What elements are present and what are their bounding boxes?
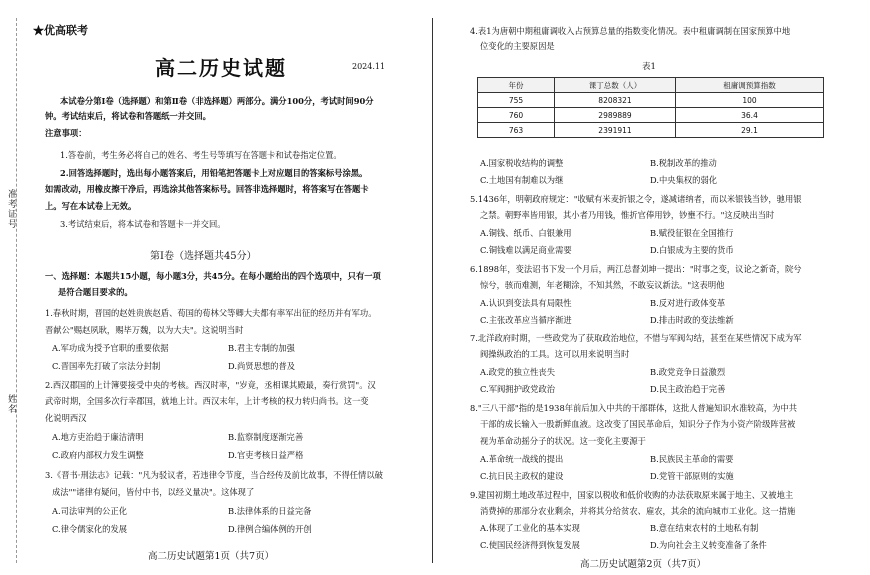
question-stem: 8."三八干部"指的是1938年前后加入中共的干部群体，这批人普遍知识水准较高，为中共 [470,403,798,413]
question-stem: 消费掉的那部分农业剩余，并将其分给贫农、雇农，其余的流向城市工业化。这一措施 [480,506,796,516]
table-cell: 763 [478,123,555,138]
option-b[interactable]: B.君主专制的加强 [228,343,295,353]
exam-number-label: 准考证号 [8,190,18,230]
option-c[interactable]: C.军阀拥护政党政治 [480,384,556,394]
option-b[interactable]: B.民族民主革命的需要 [650,454,734,464]
table-cell: 760 [478,108,555,123]
question-stem: 2.西汉郡国的上计簿要接受中央的考核。西汉时率，"岁竟，丞相课其殿最，奏行赏罚"。汉 [45,380,376,390]
option-b[interactable]: B.税制改革的推动 [650,158,717,168]
question-stem: 5.1436年，明朝政府规定："收赋有米麦折银之令，遂减诸纳者，而以米银钱当钞，驰用银 [470,194,802,204]
option-b[interactable]: B.监察制度逐渐完善 [228,432,304,442]
question-stem: 视为革命动摇分子的状况。这一变化主要源于 [480,436,646,446]
option-a[interactable]: A.地方吏治趋于廉洁清明 [52,432,144,442]
intro-line: 2.回答选择题时，选出每小题答案后，用铅笔把答题卡上对应题目的答案标号涂黑。 [60,168,368,178]
intro-line: 3.考试结束后，将本试卷和答题卡一并交回。 [60,219,226,229]
option-a[interactable]: A.政党的独立性丧失 [480,367,556,377]
question-stem: 晋献公"赐赵夙耿，赐毕万魏，以为大夫"。这说明当时 [45,325,244,335]
part-intro-line: 是符合题目要求的。 [58,287,133,297]
question-stem: 6.1898年，变法诏书下发一个月后，两江总督刘坤一提出："时事之变，议论之新奇，院兮 [470,264,802,274]
brand-logo-text: ★优高联考 [33,24,88,37]
option-b[interactable]: B.政党竞争日益激烈 [650,367,726,377]
intro-line: 如需改动，用橡皮擦干净后，再选涂其他答案标号。回答非选择题时，将答案写在答题卡 [45,184,369,194]
binding-line [16,18,17,563]
table-cell: 2989889 [555,108,676,123]
option-a[interactable]: A.体现了工业化的基本实现 [480,523,580,533]
option-b[interactable]: B.反对进行政体变革 [650,298,726,308]
table-cell: 755 [478,93,555,108]
question-stem: 9.建国初期土地改革过程中，国家以税收和低价收购的办法获取原来属于地主、又被地主 [470,490,794,500]
question-stem: 干部的成长输入一股新鲜血液。这改变了国民革命后，知识分子作为小资产阶级阵营被 [480,419,796,429]
table-header-cell: 年份 [478,78,555,93]
table-header-cell: 租庸调预算指数 [676,78,824,93]
option-a[interactable]: A.国家税收结构的调整 [480,158,564,168]
option-d[interactable]: D.党管干部原则的实施 [650,471,734,481]
exam-date: 2024.11 [352,62,386,71]
data-table [477,77,824,138]
option-a[interactable]: A.认识到变法具有局限性 [480,298,572,308]
question-stem: 3.《晋书·刑法志》记载："凡为驳议者，若违律令节度，当合经传及前比故事，不得任情以破 [45,470,383,480]
table-row [478,108,824,123]
page-divider [432,18,433,563]
option-d[interactable]: D.尚贤思想的普及 [228,361,296,371]
option-a[interactable]: A.革命统一战线的提出 [480,454,564,464]
section-title: 第Ⅰ卷（选择题共45分） [150,251,257,262]
option-a[interactable]: A.铜钱、纸币、白银兼用 [480,228,572,238]
option-d[interactable]: D.排击时政的变法维新 [650,315,734,325]
option-b[interactable]: B.赋役征银在全国推行 [650,228,734,238]
option-d[interactable]: D.为向社会主义转变准备了条件 [650,540,767,550]
option-d[interactable]: D.官吏考核日益严格 [228,450,304,460]
question-stem: 成法""诸律有疑问，皆付中书，以经义量决"。这体现了 [52,487,255,497]
question-stem: 惊兮，骇而难测，年老糊涂，不知其然，不敢妄议新法。"这表明他 [480,280,725,290]
option-d[interactable]: D.民主政治趋于完善 [650,384,726,394]
table-row [478,93,824,108]
option-c[interactable]: C.使国民经济得到恢复发展 [480,540,580,550]
option-a[interactable]: A.军功成为授予官职的重要依据 [52,343,169,353]
name-label: 姓名 [8,395,18,415]
option-c[interactable]: C.抗日民主政权的建设 [480,471,564,481]
intro-line: 上。写在本试卷上无效。 [45,201,137,211]
question-stem: 阀操纵政治的工具。这可以用来说明当时 [480,349,630,359]
option-c[interactable]: C.铜钱难以满足商业需要 [480,245,572,255]
option-b[interactable]: B.意在结束农村的土地私有制 [650,523,759,533]
intro-heading: 注意事项： [45,128,87,138]
option-c[interactable]: C.政府内部权力发生调整 [52,450,144,460]
table-cell: 2391911 [555,123,676,138]
question-stem: 之禁。朝野率皆用银，其小者乃用钱，惟折官俸用钞，钞壅不行。"这反映出当时 [480,210,775,220]
option-d[interactable]: D.白银成为主要的货币 [650,245,734,255]
question-stem: 化说明西汉 [45,413,87,423]
question-stem: 位变化的主要原因是 [480,41,555,51]
option-c[interactable]: C.律令儒家化的发展 [52,524,128,534]
question-stem: 7.北洋政府时期，一些政党为了获取政治地位，不惜与军阀勾结，甚至在某些情况下成为军 [470,333,802,343]
table-header-row [478,78,824,93]
table-cell: 8208321 [555,93,676,108]
option-b[interactable]: B.法律体系的日益完备 [228,506,312,516]
table-title: 表1 [642,62,656,72]
intro-line: 1.答卷前，考生务必将自己的姓名、考生号等填写在答题卡和试卷指定位置。 [60,150,342,160]
table-cell: 36.4 [676,108,824,123]
option-c[interactable]: C.晋国率先打破了宗法分封制 [52,361,161,371]
option-c[interactable]: C.土地国有制难以为继 [480,175,564,185]
table-header-cell: 课丁总数（人） [555,78,676,93]
part-intro-line: 一、选择题：本题共15小题，每小题3分，共45分。在每小题给出的四个选项中，只有一项 [45,271,381,281]
question-stem: 武帝时期，全国多次行幸郡国，就地上计。西汉末年，上计考核的权力转归尚书。这一变 [45,396,369,406]
intro-line: 本试卷分第Ⅰ卷（选择题）和第Ⅱ卷（非选择题）两部分。满分100分，考试时间90分 [60,96,374,106]
table-cell: 100 [676,93,824,108]
table-row [478,123,824,138]
option-d[interactable]: D.中央集权的弱化 [650,175,718,185]
table-cell: 29.1 [676,123,824,138]
option-c[interactable]: C.主张改革应当循序渐进 [480,315,572,325]
question-stem: 1.春秋时期，晋国的赵姓贵族赵盾、荀国的荀林父等卿大夫都有率军出征的经历并有军功。 [45,308,377,318]
option-a[interactable]: A.司法审判的公正化 [52,506,128,516]
page-footer-1: 高二历史试题第1页（共7页） [148,551,275,562]
question-stem: 4.表1为唐朝中期租庸调收入占预算总量的指数变化情况。表中租庸调制在国家预算中地 [470,26,791,36]
page-title: 高二历史试题 [155,56,287,80]
option-d[interactable]: D.律例合编体例的开创 [228,524,312,534]
intro-line: 钟。考试结束后，将试卷和答题纸一并交回。 [45,111,211,121]
page-footer-2: 高二历史试题第2页（共7页） [580,559,707,570]
